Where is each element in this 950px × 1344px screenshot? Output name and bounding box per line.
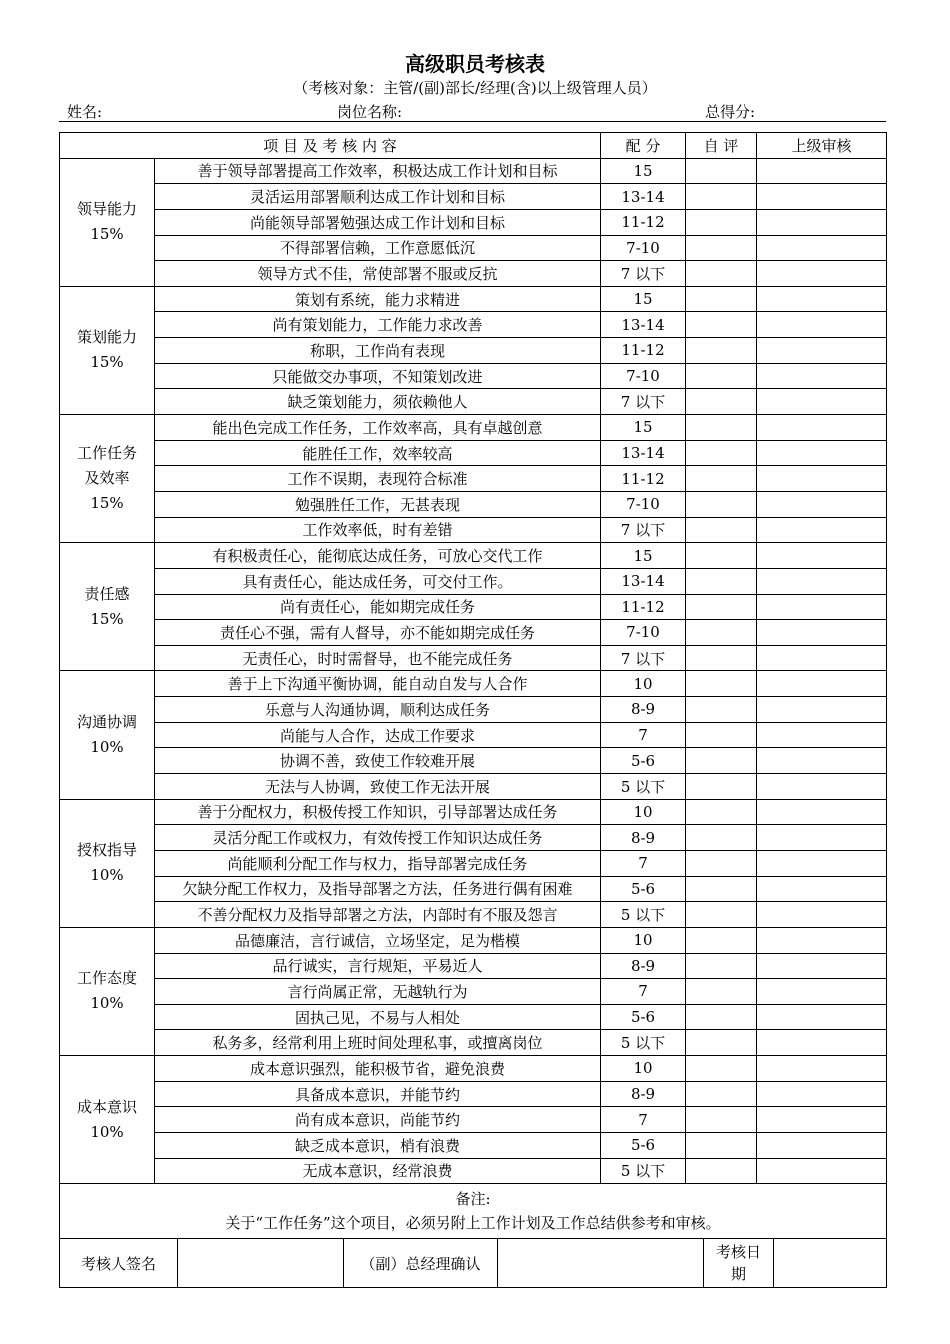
criteria-text: 品德廉洁，言行诚信，立场坚定，足为楷模 <box>155 927 601 953</box>
self-evaluation-input[interactable] <box>686 876 757 902</box>
criteria-points: 10 <box>601 799 686 825</box>
criteria-text: 责任心不强，需有人督导，亦不能如期完成任务 <box>155 620 601 646</box>
criteria-points: 7 <box>601 979 686 1005</box>
self-evaluation-input[interactable] <box>686 927 757 953</box>
supervisor-review-input[interactable] <box>757 748 887 774</box>
supervisor-review-input[interactable] <box>757 158 887 184</box>
criteria-row <box>60 748 887 774</box>
criteria-points: 8-9 <box>601 953 686 979</box>
criteria-points: 5 以下 <box>601 774 686 800</box>
criteria-row <box>60 543 887 569</box>
supervisor-review-input[interactable] <box>757 697 887 723</box>
criteria-points: 5 以下 <box>601 1030 686 1056</box>
category-label: 责任感 <box>84 584 130 603</box>
category-label: 10% <box>90 866 124 885</box>
supervisor-review-input[interactable] <box>757 722 887 748</box>
criteria-text: 灵活分配工作或权力，有效传授工作知识达成任务 <box>155 825 601 851</box>
criteria-text: 品行诚实，言行规矩，平易近人 <box>155 953 601 979</box>
note-label: 备注: <box>455 1190 491 1209</box>
criteria-points: 13-14 <box>601 312 686 338</box>
review-date-label <box>704 1239 774 1288</box>
criteria-text: 尚能领导部署勉强达成工作计划和目标 <box>155 209 601 235</box>
note-row <box>60 1184 887 1239</box>
criteria-text: 具备成本意识，并能节约 <box>155 1081 601 1107</box>
self-evaluation-input[interactable] <box>686 645 757 671</box>
supervisor-review-input[interactable] <box>757 440 887 466</box>
criteria-row <box>60 799 887 825</box>
self-evaluation-input[interactable] <box>686 209 757 235</box>
self-evaluation-input[interactable] <box>686 491 757 517</box>
supervisor-review-input[interactable] <box>757 389 887 415</box>
category-label: 15% <box>90 609 124 628</box>
criteria-points: 8-9 <box>601 825 686 851</box>
evaluation-body <box>60 158 887 1184</box>
criteria-row <box>60 825 887 851</box>
supervisor-review-input[interactable] <box>757 953 887 979</box>
position-field-label[interactable]: 岗位名称: <box>337 103 403 121</box>
supervisor-review-input[interactable] <box>757 235 887 261</box>
criteria-points: 15 <box>601 543 686 569</box>
reviewer-signature-input[interactable] <box>178 1239 344 1288</box>
signature-row <box>60 1239 887 1288</box>
self-evaluation-input[interactable] <box>686 389 757 415</box>
category-cell <box>60 415 155 543</box>
supervisor-review-input[interactable] <box>757 850 887 876</box>
supervisor-review-input[interactable] <box>757 594 887 620</box>
criteria-points: 13-14 <box>601 184 686 210</box>
self-evaluation-input[interactable] <box>686 338 757 364</box>
criteria-text: 只能做交办事项，不知策划改进 <box>155 363 601 389</box>
criteria-text: 缺乏成本意识，梢有浪费 <box>155 1132 601 1158</box>
criteria-points: 11-12 <box>601 466 686 492</box>
reviewer-signature-label: 考核人签名 <box>60 1239 178 1288</box>
criteria-text: 尚有责任心，能如期完成任务 <box>155 594 601 620</box>
criteria-row <box>60 286 887 312</box>
supervisor-review-input[interactable] <box>757 491 887 517</box>
criteria-row <box>60 209 887 235</box>
supervisor-review-input[interactable] <box>757 466 887 492</box>
supervisor-review-input[interactable] <box>757 261 887 287</box>
criteria-row <box>60 1158 887 1184</box>
self-evaluation-input[interactable] <box>686 517 757 543</box>
criteria-points: 7 以下 <box>601 389 686 415</box>
header-content: 项 目 及 考 核 内 容 <box>60 133 601 159</box>
criteria-row <box>60 415 887 441</box>
criteria-text: 乐意与人沟通协调，顺利达成任务 <box>155 697 601 723</box>
supervisor-review-input[interactable] <box>757 1081 887 1107</box>
criteria-text: 有积极责任心，能彻底达成任务，可放心交代工作 <box>155 543 601 569</box>
supervisor-review-input[interactable] <box>757 209 887 235</box>
supervisor-review-input[interactable] <box>757 620 887 646</box>
criteria-row <box>60 671 887 697</box>
criteria-points: 11-12 <box>601 594 686 620</box>
category-cell <box>60 1056 155 1184</box>
self-evaluation-input[interactable] <box>686 543 757 569</box>
supervisor-review-input[interactable] <box>757 363 887 389</box>
criteria-row <box>60 979 887 1005</box>
criteria-points: 10 <box>601 927 686 953</box>
category-label: 授权指导 <box>76 841 137 860</box>
criteria-points: 7 <box>601 850 686 876</box>
self-evaluation-input[interactable] <box>686 286 757 312</box>
category-label: 10% <box>90 994 124 1013</box>
criteria-text: 欠缺分配工作权力，及指导部署之方法，任务进行偶有困难 <box>155 876 601 902</box>
supervisor-review-input[interactable] <box>757 1004 887 1030</box>
self-evaluation-input[interactable] <box>686 1030 757 1056</box>
criteria-row <box>60 235 887 261</box>
supervisor-review-input[interactable] <box>757 876 887 902</box>
signature-table <box>59 1238 887 1288</box>
review-date-input[interactable] <box>774 1239 887 1288</box>
self-evaluation-input[interactable] <box>686 235 757 261</box>
criteria-points: 7 以下 <box>601 517 686 543</box>
self-evaluation-input[interactable] <box>686 1158 757 1184</box>
self-evaluation-input[interactable] <box>686 1107 757 1133</box>
criteria-text: 固执己见，不易与人相处 <box>155 1004 601 1030</box>
criteria-text: 无责任心，时时需督导，也不能完成任务 <box>155 645 601 671</box>
criteria-text: 缺乏策划能力，须依赖他人 <box>155 389 601 415</box>
criteria-row <box>60 261 887 287</box>
criteria-text: 善于分配权力，积极传授工作知识，引导部署达成任务 <box>155 799 601 825</box>
manager-confirm-label: （副）总经理确认 <box>344 1239 498 1288</box>
self-evaluation-input[interactable] <box>686 1132 757 1158</box>
criteria-text: 工作不误期，表现符合标准 <box>155 466 601 492</box>
criteria-row <box>60 850 887 876</box>
supervisor-review-input[interactable] <box>757 1107 887 1133</box>
supervisor-review-input[interactable] <box>757 799 887 825</box>
criteria-row <box>60 1004 887 1030</box>
note-cell <box>60 1184 887 1239</box>
criteria-points: 7 <box>601 1107 686 1133</box>
criteria-points: 7-10 <box>601 620 686 646</box>
supervisor-review-input[interactable] <box>757 286 887 312</box>
self-evaluation-input[interactable] <box>686 697 757 723</box>
self-evaluation-input[interactable] <box>686 953 757 979</box>
criteria-text: 称职，工作尚有表现 <box>155 338 601 364</box>
criteria-row <box>60 466 887 492</box>
criteria-row <box>60 440 887 466</box>
header-row <box>60 133 887 159</box>
criteria-text: 无成本意识，经常浪费 <box>155 1158 601 1184</box>
criteria-row <box>60 1056 887 1082</box>
criteria-points: 7-10 <box>601 363 686 389</box>
self-evaluation-input[interactable] <box>686 440 757 466</box>
supervisor-review-input[interactable] <box>757 415 887 441</box>
supervisor-review-input[interactable] <box>757 902 887 928</box>
total-score-field-label[interactable]: 总得分: <box>705 103 756 121</box>
supervisor-review-input[interactable] <box>757 774 887 800</box>
supervisor-review-input[interactable] <box>757 927 887 953</box>
self-evaluation-input[interactable] <box>686 722 757 748</box>
name-field-label[interactable]: 姓名: <box>67 103 103 121</box>
category-label: 策划能力 <box>76 328 137 347</box>
criteria-row <box>60 158 887 184</box>
criteria-points: 13-14 <box>601 568 686 594</box>
self-evaluation-input[interactable] <box>686 158 757 184</box>
category-label: 工作任务 <box>76 444 137 463</box>
criteria-row <box>60 1132 887 1158</box>
criteria-row <box>60 620 887 646</box>
criteria-row <box>60 927 887 953</box>
criteria-text: 言行尚属正常，无越轨行为 <box>155 979 601 1005</box>
category-label: 领导能力 <box>76 200 137 219</box>
criteria-text: 尚能与人合作，达成工作要求 <box>155 722 601 748</box>
criteria-row <box>60 1107 887 1133</box>
self-evaluation-input[interactable] <box>686 312 757 338</box>
criteria-text: 能出色完成工作任务，工作效率高，具有卓越创意 <box>155 415 601 441</box>
criteria-text: 尚有策划能力，工作能力求改善 <box>155 312 601 338</box>
criteria-row <box>60 1081 887 1107</box>
criteria-row <box>60 902 887 928</box>
supervisor-review-input[interactable] <box>757 184 887 210</box>
criteria-points: 8-9 <box>601 1081 686 1107</box>
criteria-text: 策划有系统，能力求精进 <box>155 286 601 312</box>
criteria-text: 协调不善，致使工作较难开展 <box>155 748 601 774</box>
category-label: 及效率 <box>84 469 130 488</box>
criteria-row <box>60 876 887 902</box>
criteria-points: 7-10 <box>601 235 686 261</box>
criteria-row <box>60 697 887 723</box>
criteria-text: 尚有成本意识，尚能节约 <box>155 1107 601 1133</box>
criteria-row <box>60 184 887 210</box>
self-evaluation-input[interactable] <box>686 671 757 697</box>
criteria-text: 不善分配权力及指导部署之方法，内部时有不服及怨言 <box>155 902 601 928</box>
supervisor-review-input[interactable] <box>757 979 887 1005</box>
criteria-row <box>60 517 887 543</box>
supervisor-review-input[interactable] <box>757 671 887 697</box>
criteria-points: 13-14 <box>601 440 686 466</box>
supervisor-review-input[interactable] <box>757 543 887 569</box>
supervisor-review-input[interactable] <box>757 645 887 671</box>
review-date-label-line2: 期 <box>730 1265 746 1283</box>
criteria-points: 11-12 <box>601 209 686 235</box>
criteria-points: 5-6 <box>601 1004 686 1030</box>
self-evaluation-input[interactable] <box>686 568 757 594</box>
criteria-text: 灵活运用部署顺利达成工作计划和目标 <box>155 184 601 210</box>
criteria-text: 不得部署信赖，工作意愿低沉 <box>155 235 601 261</box>
criteria-row <box>60 722 887 748</box>
category-label: 15% <box>90 494 124 513</box>
self-evaluation-input[interactable] <box>686 748 757 774</box>
criteria-points: 10 <box>601 671 686 697</box>
header-self-evaluation: 自 评 <box>686 133 757 159</box>
criteria-points: 10 <box>601 1056 686 1082</box>
category-cell <box>60 543 155 671</box>
criteria-row <box>60 363 887 389</box>
criteria-text: 具有责任心，能达成任务，可交付工作。 <box>155 568 601 594</box>
category-label: 沟通协调 <box>76 713 137 732</box>
category-cell <box>60 927 155 1055</box>
criteria-row <box>60 594 887 620</box>
criteria-points: 5-6 <box>601 876 686 902</box>
criteria-points: 5-6 <box>601 748 686 774</box>
criteria-text: 领导方式不佳，常使部署不服或反抗 <box>155 261 601 287</box>
supervisor-review-input[interactable] <box>757 338 887 364</box>
self-evaluation-input[interactable] <box>686 799 757 825</box>
self-evaluation-input[interactable] <box>686 466 757 492</box>
self-evaluation-input[interactable] <box>686 363 757 389</box>
supervisor-review-input[interactable] <box>757 1132 887 1158</box>
category-label: 15% <box>90 225 124 244</box>
criteria-row <box>60 774 887 800</box>
self-evaluation-input[interactable] <box>686 620 757 646</box>
criteria-points: 8-9 <box>601 697 686 723</box>
criteria-points: 11-12 <box>601 338 686 364</box>
self-evaluation-input[interactable] <box>686 774 757 800</box>
category-label: 10% <box>90 738 124 757</box>
criteria-row <box>60 491 887 517</box>
self-evaluation-input[interactable] <box>686 979 757 1005</box>
info-line <box>59 101 886 122</box>
criteria-text: 私务多，经常利用上班时间处理私事，或擅离岗位 <box>155 1030 601 1056</box>
criteria-points: 7 <box>601 722 686 748</box>
criteria-row <box>60 338 887 364</box>
category-label: 15% <box>90 353 124 372</box>
criteria-row <box>60 389 887 415</box>
criteria-points: 15 <box>601 158 686 184</box>
self-evaluation-input[interactable] <box>686 825 757 851</box>
form-subtitle: （考核对象：主管/(副)部长/经理(含)以上级管理人员） <box>293 79 657 97</box>
header-points: 配 分 <box>601 133 686 159</box>
criteria-row <box>60 568 887 594</box>
manager-confirm-input[interactable] <box>498 1239 704 1288</box>
criteria-text: 工作效率低，时有差错 <box>155 517 601 543</box>
criteria-text: 善于上下沟通平衡协调，能自动自发与人合作 <box>155 671 601 697</box>
criteria-text: 无法与人协调，致使工作无法开展 <box>155 774 601 800</box>
criteria-points: 15 <box>601 286 686 312</box>
criteria-row <box>60 1030 887 1056</box>
self-evaluation-input[interactable] <box>686 1056 757 1082</box>
self-evaluation-input[interactable] <box>686 902 757 928</box>
criteria-row <box>60 312 887 338</box>
category-cell <box>60 799 155 927</box>
category-label: 10% <box>90 1122 124 1141</box>
criteria-text: 勉强胜任工作，无甚表现 <box>155 491 601 517</box>
category-cell <box>60 158 155 286</box>
category-cell <box>60 286 155 414</box>
criteria-row <box>60 645 887 671</box>
criteria-text: 成本意识强烈，能积极节省，避免浪费 <box>155 1056 601 1082</box>
criteria-text: 能胜任工作，效率较高 <box>155 440 601 466</box>
self-evaluation-input[interactable] <box>686 415 757 441</box>
self-evaluation-input[interactable] <box>686 1004 757 1030</box>
criteria-points: 5 以下 <box>601 902 686 928</box>
criteria-points: 15 <box>601 415 686 441</box>
supervisor-review-input[interactable] <box>757 1030 887 1056</box>
supervisor-review-input[interactable] <box>757 1158 887 1184</box>
review-date-label-line1: 考核日 <box>715 1243 761 1261</box>
criteria-text: 善于领导部署提高工作效率，积极达成工作计划和目标 <box>155 158 601 184</box>
self-evaluation-input[interactable] <box>686 261 757 287</box>
criteria-text: 尚能顺利分配工作与权力，指导部署完成任务 <box>155 850 601 876</box>
criteria-points: 5-6 <box>601 1132 686 1158</box>
category-label: 成本意识 <box>76 1097 137 1116</box>
supervisor-review-input[interactable] <box>757 568 887 594</box>
self-evaluation-input[interactable] <box>686 184 757 210</box>
supervisor-review-input[interactable] <box>757 312 887 338</box>
self-evaluation-input[interactable] <box>686 850 757 876</box>
form-title: 高级职员考核表 <box>405 52 545 76</box>
note-text: 关于“工作任务”这个项目，必须另附上工作计划及工作总结供参考和审核。 <box>225 1214 721 1233</box>
self-evaluation-input[interactable] <box>686 594 757 620</box>
supervisor-review-input[interactable] <box>757 1056 887 1082</box>
category-cell <box>60 671 155 799</box>
self-evaluation-input[interactable] <box>686 1081 757 1107</box>
supervisor-review-input[interactable] <box>757 517 887 543</box>
criteria-points: 7 以下 <box>601 261 686 287</box>
criteria-points: 7-10 <box>601 491 686 517</box>
category-label: 工作态度 <box>76 969 137 988</box>
supervisor-review-input[interactable] <box>757 825 887 851</box>
criteria-row <box>60 953 887 979</box>
header-supervisor-review: 上级审核 <box>757 133 887 159</box>
criteria-points: 7 以下 <box>601 645 686 671</box>
evaluation-table <box>59 132 887 1239</box>
criteria-points: 5 以下 <box>601 1158 686 1184</box>
